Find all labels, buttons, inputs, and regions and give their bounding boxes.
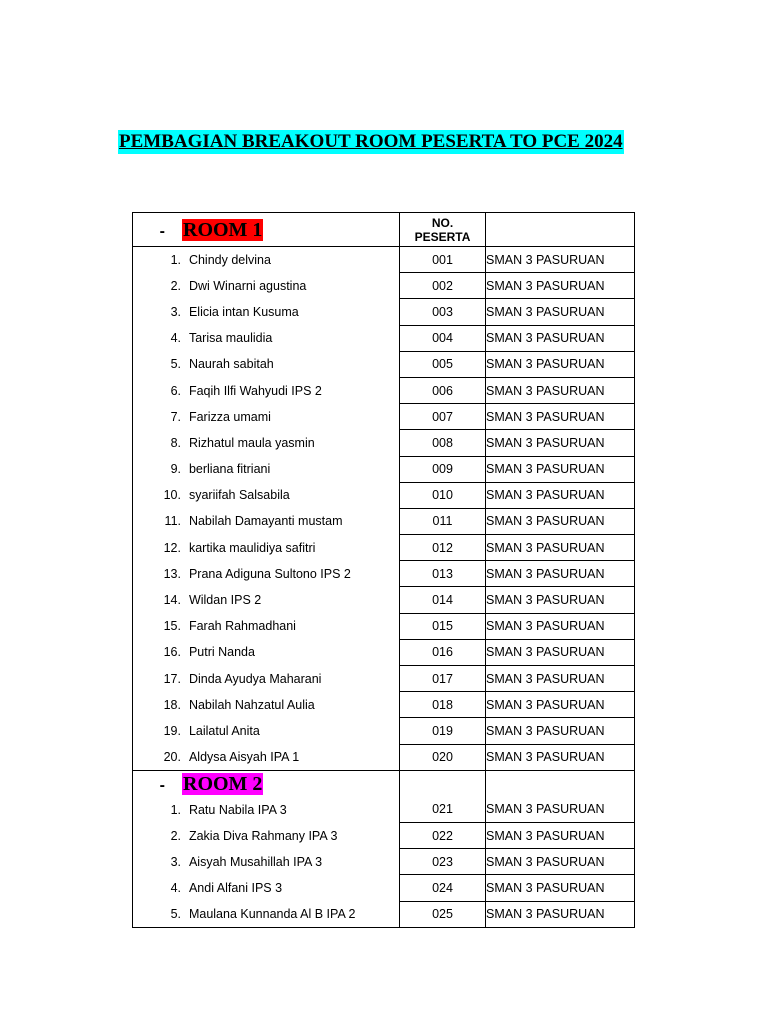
participant-name: Prana Adiguna Sultono IPS 2 [188, 566, 351, 581]
no-peserta-header [400, 213, 486, 247]
participant-school: SMAN 3 PASURUAN [486, 299, 635, 325]
participant-name-cell [133, 325, 400, 351]
participant-name: Wildan IPS 2 [188, 593, 262, 608]
table-row [133, 561, 635, 587]
participant-number: 011 [400, 508, 486, 534]
participant-school: SMAN 3 PASURUAN [486, 351, 635, 377]
participant-name: Putri Nanda [188, 645, 255, 660]
participant-school: SMAN 3 PASURUAN [486, 849, 635, 875]
participant-name-cell [133, 822, 400, 848]
participant-name: Rizhatul maula yasmin [188, 435, 315, 450]
participant-name: Chindy delvina [188, 252, 271, 267]
participant-school: SMAN 3 PASURUAN [486, 822, 635, 848]
participant-school: SMAN 3 PASURUAN [486, 587, 635, 613]
participant-number: 016 [400, 639, 486, 665]
table-row [133, 797, 635, 823]
empty-cell [400, 770, 486, 797]
participant-number: 009 [400, 456, 486, 482]
participant-number: 001 [432, 252, 453, 267]
table-row [133, 377, 635, 403]
participant-number: 023 [400, 849, 486, 875]
participant-number: 022 [400, 822, 486, 848]
row-number: 10. [163, 488, 181, 503]
row-number: 2. [170, 828, 181, 843]
participant-school: SMAN 3 PASURUAN [486, 744, 635, 770]
row-number: 15. [163, 619, 181, 634]
participant-name: Elicia intan Kusuma [188, 304, 299, 319]
participant-name-cell [133, 744, 400, 770]
table-row [133, 430, 635, 456]
table-row [133, 325, 635, 351]
participant-number: 015 [400, 613, 486, 639]
participant-school: SMAN 3 PASURUAN [486, 456, 635, 482]
row-number: 14. [163, 593, 181, 608]
participant-name-cell [133, 273, 400, 299]
row-number: 6. [170, 383, 181, 398]
participant-number: 025 [400, 901, 486, 927]
row-number: 19. [163, 723, 181, 738]
row-number: 9. [170, 462, 181, 477]
table-row [133, 744, 635, 770]
row-number: 3. [170, 304, 181, 319]
participant-name-cell [133, 456, 400, 482]
participant-number: 018 [400, 692, 486, 718]
participant-name: kartika maulidiya safitri [188, 540, 316, 555]
participant-name: Lailatul Anita [188, 723, 260, 738]
participant-school: SMAN 3 PASURUAN [486, 482, 635, 508]
participant-name: Aisyah Musahillah IPA 3 [188, 854, 323, 869]
participant-school: SMAN 3 PASURUAN [486, 613, 635, 639]
row-number: 5. [170, 357, 181, 372]
participant-name: Faqih Ilfi Wahyudi IPS 2 [188, 383, 322, 398]
participant-number: 013 [400, 561, 486, 587]
participant-number: 014 [400, 587, 486, 613]
table-row [133, 587, 635, 613]
participant-school: SMAN 3 PASURUAN [486, 247, 635, 273]
table-row [133, 822, 635, 848]
participant-name: Farah Rahmadhani [188, 619, 296, 634]
row-number: 18. [163, 697, 181, 712]
participant-name: Nabilah Nahzatul Aulia [188, 697, 315, 712]
row-number: 2. [170, 278, 181, 293]
table-row [133, 849, 635, 875]
table-row [133, 666, 635, 692]
participant-name: Maulana Kunnanda Al B IPA 2 [188, 906, 356, 921]
row-number: 1. [170, 802, 181, 817]
participant-school: SMAN 3 PASURUAN [486, 692, 635, 718]
participant-number: 019 [400, 718, 486, 744]
table-row [133, 692, 635, 718]
participant-name-cell [133, 587, 400, 613]
participant-number: 012 [400, 535, 486, 561]
participant-name-cell [133, 561, 400, 587]
participant-school: SMAN 3 PASURUAN [486, 273, 635, 299]
participant-number: 010 [400, 482, 486, 508]
participant-name-cell [133, 351, 400, 377]
table-row [133, 508, 635, 534]
table-row [133, 273, 635, 299]
participant-number: 024 [400, 875, 486, 901]
table-row [133, 404, 635, 430]
participant-school: SMAN 3 PASURUAN [486, 875, 635, 901]
table-row [133, 482, 635, 508]
room-label: ROOM 2 [183, 772, 263, 795]
participant-name-cell [133, 430, 400, 456]
participant-name: Dinda Ayudya Maharani [188, 671, 322, 686]
participant-name-cell [133, 535, 400, 561]
participant-number: 020 [400, 744, 486, 770]
participant-school: SMAN 3 PASURUAN [486, 718, 635, 744]
participant-name-cell [133, 666, 400, 692]
table-row [133, 456, 635, 482]
row-number: 20. [163, 749, 181, 764]
participant-name-cell [133, 875, 400, 901]
table-row [133, 247, 635, 273]
room-label: ROOM 1 [183, 218, 263, 241]
table-row [133, 718, 635, 744]
participant-school: SMAN 3 PASURUAN [486, 377, 635, 403]
row-number: 17. [163, 671, 181, 686]
table-row [133, 875, 635, 901]
participant-name-cell [133, 299, 400, 325]
participant-name-cell [133, 377, 400, 403]
participant-name-cell [133, 692, 400, 718]
table-row [133, 299, 635, 325]
participant-school: SMAN 3 PASURUAN [486, 430, 635, 456]
participant-name-cell [133, 639, 400, 665]
participant-number: 003 [400, 299, 486, 325]
table-row [133, 901, 635, 927]
row-number: 8. [170, 435, 181, 450]
room-title-cell [133, 213, 400, 247]
row-number: 5. [170, 906, 181, 921]
row-number: 7. [170, 409, 181, 424]
participant-name-cell [133, 404, 400, 430]
participant-name-cell [133, 247, 400, 273]
participant-school: SMAN 3 PASURUAN [486, 325, 635, 351]
row-number: 11. [164, 514, 181, 529]
row-number: 4. [170, 331, 181, 346]
participant-name-cell [133, 901, 400, 927]
page-title: PEMBAGIAN BREAKOUT ROOM PESERTA TO PCE 2024 [119, 131, 623, 152]
participant-number: 004 [400, 325, 486, 351]
row-number: 13. [163, 566, 181, 581]
participant-name-cell [133, 797, 400, 823]
participant-name: Tarisa maulidia [188, 331, 273, 346]
participant-school: SMAN 3 PASURUAN [486, 561, 635, 587]
no-header-line2: PESERTA [414, 229, 471, 244]
participant-name: syariifah Salsabila [188, 488, 290, 503]
empty-cell [486, 213, 635, 247]
participant-number: 006 [400, 377, 486, 403]
participant-name-cell [133, 613, 400, 639]
participant-name: Aldysa Aisyah IPA 1 [188, 749, 300, 764]
participant-school: SMAN 3 PASURUAN [486, 666, 635, 692]
participant-number: 017 [400, 666, 486, 692]
participant-school: SMAN 3 PASURUAN [486, 797, 635, 823]
participant-number: 007 [400, 404, 486, 430]
participant-name: berliana fitriani [188, 462, 271, 477]
row-number: 16. [163, 645, 181, 660]
participant-name-cell [133, 482, 400, 508]
table-row [133, 639, 635, 665]
participant-name: Andi Alfani IPS 3 [188, 880, 283, 895]
participant-name: Nabilah Damayanti mustam [188, 514, 343, 529]
empty-cell [486, 770, 635, 797]
no-header-line1: NO. [431, 215, 454, 230]
participant-name-cell [133, 718, 400, 744]
participant-school: SMAN 3 PASURUAN [486, 901, 635, 927]
participant-name: Zakia Diva Rahmany IPA 3 [188, 828, 338, 843]
participant-name: Ratu Nabila IPA 3 [188, 802, 287, 817]
participant-number: 005 [400, 351, 486, 377]
participant-number: 002 [400, 273, 486, 299]
room-dash: - [159, 776, 165, 794]
row-number: 1. [170, 252, 181, 267]
room-title-cell [133, 770, 400, 797]
participant-number: 021 [432, 802, 453, 817]
row-number: 4. [170, 880, 181, 895]
participants-table [132, 212, 635, 928]
room-header-row [133, 213, 635, 247]
room-dash: - [159, 222, 165, 240]
room-header-row [133, 770, 635, 797]
participant-name-cell [133, 508, 400, 534]
participant-name: Dwi Winarni agustina [188, 278, 307, 293]
table-row [133, 535, 635, 561]
participant-name: Naurah sabitah [188, 357, 274, 372]
row-number: 3. [170, 854, 181, 869]
participant-name: Farizza umami [188, 409, 271, 424]
participant-school: SMAN 3 PASURUAN [486, 404, 635, 430]
participant-name-cell [133, 849, 400, 875]
table-row [133, 351, 635, 377]
participant-number: 008 [400, 430, 486, 456]
row-number: 12. [163, 540, 181, 555]
participant-school: SMAN 3 PASURUAN [486, 535, 635, 561]
table-row [133, 613, 635, 639]
participant-school: SMAN 3 PASURUAN [486, 639, 635, 665]
participant-school: SMAN 3 PASURUAN [486, 508, 635, 534]
